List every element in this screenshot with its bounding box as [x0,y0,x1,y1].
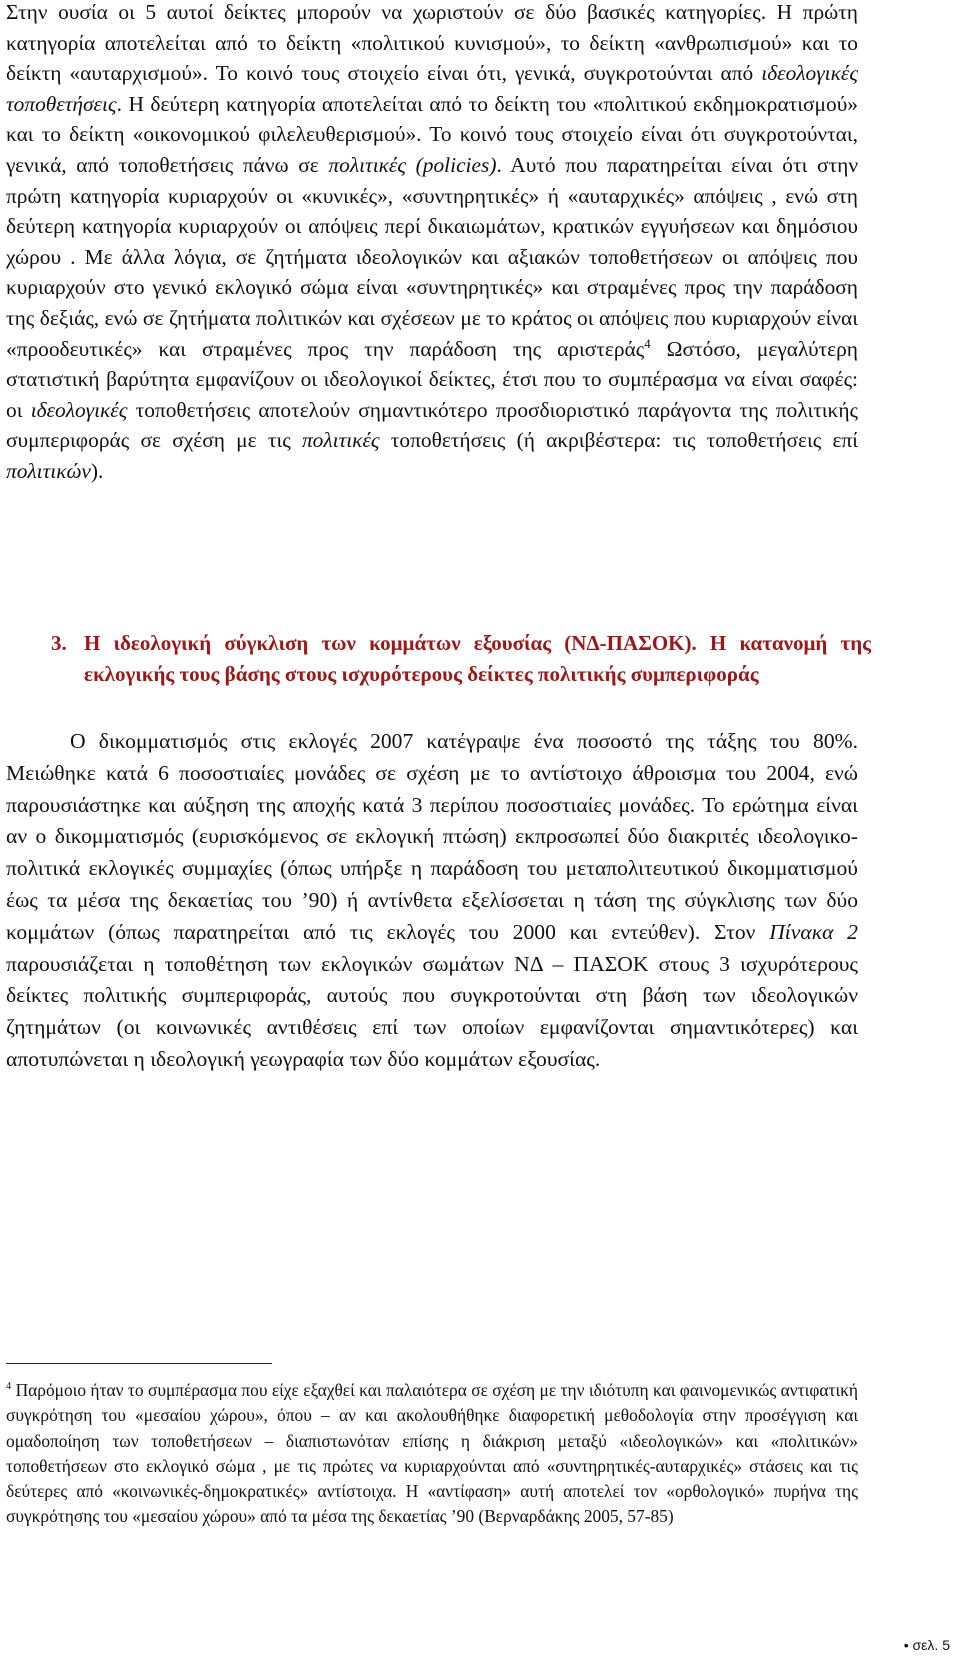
paragraph-bipartisanship [6,726,858,1076]
footnote-4 [6,1378,858,1530]
text-run: . Η δεύτερη κατηγορία αποτελείται από το δείκτη του «πολιτικού εκδημοκρατισμού» και το δείκτη «οικονομικού φιλελευθερισμού». Το κοινό τους στοιχείο είναι ότι συγκροτούνται, γενικά, από τοποθετήσεις πάνω σε [6,91,858,177]
text-run: τοποθετήσεις (ή ακριβέστερα: τις τοποθετήσεις επί [379,428,858,453]
emphasis-politics: πολιτικών [6,458,91,483]
emphasis-ideological-positions: ιδεολογικές τοποθετήσεις [6,61,858,116]
text-run: Ωστόσο, μεγαλύτερη στατιστική βαρύτητα εμφανίζουν οι ιδεολογικοί δείκτες, έτσι που το συμπέρασμα να είναι σαφές: οι [6,336,858,422]
emphasis-policies: πολιτικές (policies) [328,152,497,177]
text-run: παρουσιάζεται η τοποθέτηση των εκλογικών σωμάτων ΝΔ – ΠΑΣΟΚ στους 3 ισχυρότερους δείκτες πολιτικής συμπεριφοράς, αυτούς που συγκροτούνται στη βάση των ιδεολογικών ζητημάτων (οι κοινωνικές αντιθέσεις επί των οποίων εμφανίζονται σημαντικότερες) και αποτυπώνεται η ιδεολογική γεωγραφία των δύο κομμάτων εξουσίας. [6,951,858,1071]
footnote-reference[interactable]: 4 [644,336,651,351]
footnote-text: Παρόμοιο ήταν το συμπέρασμα που είχε εξαχθεί και παλαιότερα σε σχέση με την ιδιότυπη και φαινομενικώς αντιφατική συγκρότηση του «μεσαίου χώρου», όπου – αν και ακολουθήθηκε διαφορετική μεθοδολογία στην προσέγγιση και ομαδοποίηση των τοποθετήσεων – διαπιστωνόταν επίσης η διάκριση μεταξύ «ιδεολογικών» και «πολιτικών» τοποθετήσεων στο εκλογικό σώμα , με τις πρώτες να κυριαρχούνται από «συντηρητικές-αυταρχικές» στάσεις και τις δεύτερες από «κοινωνικές-δημοκρατικές» αντίστοιχα. Η «αντίφαση» αυτή αποτελεί τον «ορθολογικό» πυρήνα της συγκρότησης του «μεσαίου χώρου» από τα μέσα της δεκαετίας ’90 (Βερναρδάκης 2005, 57-85) [6,1380,858,1527]
section-number: 3. [51,631,67,655]
text-run: Ο δικομματισμός στις εκλογές 2007 κατέγραψε ένα ποσοστό της τάξης του 80%. Μειώθηκε κατά 6 ποσοστιαίες μονάδες σε σχέση με το αντίστοιχο άθροισμα του 2004, ενώ παρουσιάστηκε και αύξηση της αποχής κατά 3 περίπου ποσοστιαίες μονάδες. Το ερώτημα είναι αν ο δικομματισμός (ευρισκόμενος σε εκλογική πτώση) εκπροσωπεί δύο διακριτές ιδεολογικο-πολιτικά εκλογικές συμμαχίες (όπως υπήρξε η παράδοση του μεταπολιτευτικού δικομματισμού έως τα μέσα της δεκαετίας του ’90) ή αντίνθετα εξελίσσεται η τάση της σύγκλισης των δύο κομμάτων (όπως παρατηρείται από τις εκλογές του 2000 και εντεύθεν). Στον [6,729,858,944]
footnote-number: 4 [6,1381,12,1393]
section-heading [51,628,871,690]
text-run: Στην ουσία οι 5 αυτοί δείκτες μπορούν να χωριστούν σε δύο βασικές κατηγορίες. Η πρώτη κατηγορία αποτελείται από το δείκτη «πολιτικού κυνισμού», το δείκτη «ανθρωπισμού» και το δείκτη «αυταρχισμού». Το κοινό τους στοιχείο είναι ότι, γενικά, συγκροτούνται από [6,0,858,86]
emphasis-ideological: ιδεολογικές [30,397,128,422]
text-run: ). [90,458,104,483]
text-run: . Αυτό που παρατηρείται είναι ότι στην πρώτη κατηγορία κυριαρχούν οι «κυνικές», «συντηρητικές» ή «αυταρχικές» απόψεις , ενώ στη δεύτερη κατηγορία κυριαρχούν οι απόψεις περί δικαιωμάτων, κρατικών εγγυήσεων και δημόσιου χώρου . Με άλλα λόγια, σε ζητήματα ιδεολογικών και αξιακών τοποθετήσεων οι απόψεις που κυριαρχούν στο γενικό εκλογικό σώμα είναι «συντηρητικές» και στραμένες προς την παράδοση της δεξιάς, ενώ σε ζητήματα πολιτικών και σχέσεων με το κράτος οι απόψεις που κυριαρχούν είναι «προοδευτικές» και στραμένες προς την παράδοση της αριστεράς [6,152,858,361]
emphasis-table-2: Πίνακα 2 [769,919,858,944]
page-number: • σελ. 5 [903,1637,950,1653]
paragraph-ideological-indices [6,0,858,487]
section-title: Η ιδεολογική σύγκλιση των κομμάτων εξουσίας (ΝΔ-ΠΑΣΟΚ). Η κατανομή της εκλογικής τους βάσης στους ισχυρότερους δείκτες πολιτικής συμπεριφοράς [84,631,871,686]
footnote-separator [6,1363,272,1364]
text-run: τοποθετήσεις αποτελούν σημαντικότερο προσδιοριστικό παράγοντα της πολιτικής συμπεριφοράς σε σχέση με τις [6,397,858,453]
emphasis-political: πολιτικές [301,428,380,453]
